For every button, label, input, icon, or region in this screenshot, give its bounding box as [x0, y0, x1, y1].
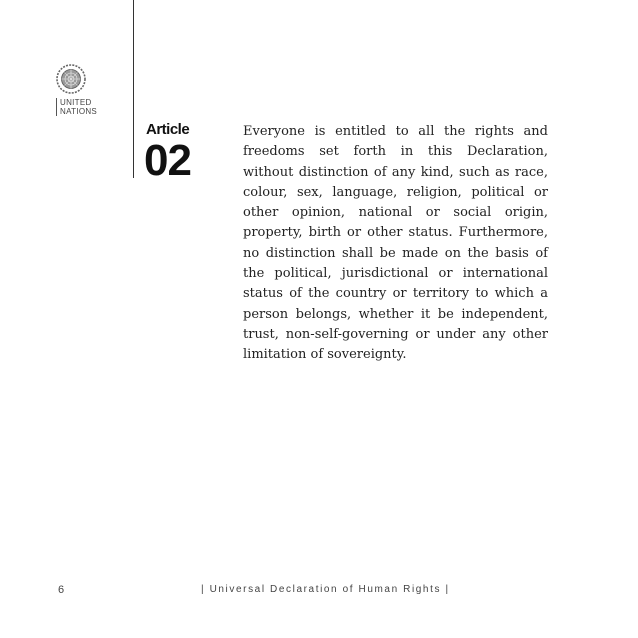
organization-name	[56, 98, 97, 116]
article-number: 02	[144, 136, 191, 185]
article-label: Article	[146, 121, 190, 138]
article-text: Everyone is entitled to all the rights and freedoms set forth in this Declaration, without distinction of any kind, such as race, colour, sex, language, religion, political or other opinion, national or social origin, property, birth or other status. Furthermore, no distinction shall be made on the basis of the political, jurisdictional or international status of the country or territory to which a person belongs, whether it be independent, trust, non-self-governing or under any other limitation of sovereignty.	[243, 124, 548, 363]
un-emblem-icon	[56, 64, 86, 94]
page-number: 6	[58, 584, 65, 596]
organization-name-line2: NATIONS	[60, 107, 98, 116]
vertical-rule	[133, 0, 134, 178]
footer-title: | Universal Declaration of Human Rights |	[201, 584, 450, 595]
organization-name-line1: UNITED	[60, 98, 92, 107]
